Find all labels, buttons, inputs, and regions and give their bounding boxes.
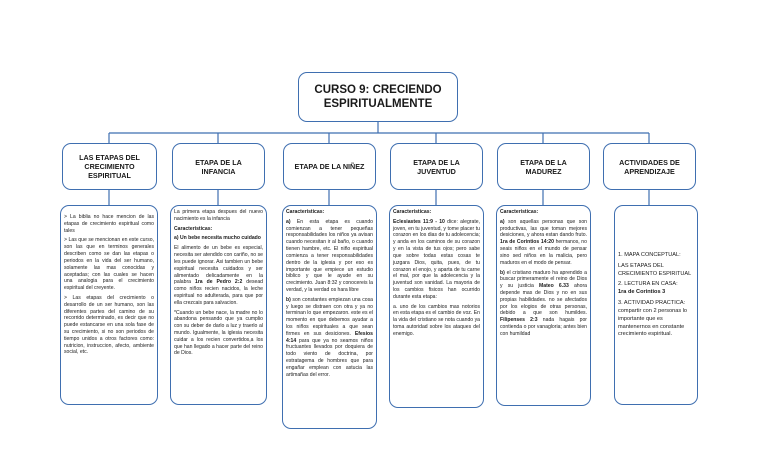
content-juventud [389,205,484,408]
scripture-reference: Eclesiastes 11:9 - 10 [393,218,445,225]
header-label: LAS ETAPAS DEL CRECIMIENTO ESPIRITUAL [79,153,140,180]
header-infancia [172,143,265,190]
characteristics-label: Caracteristicas: [286,209,325,215]
header-label: ACTIVIDADES DE APRENDIZAJE [619,157,680,176]
characteristics-label: Caracteristicas: [393,209,432,215]
header-ninez [283,143,376,190]
scripture-reference: Filipenses 2:3 [500,317,538,324]
content-infancia [170,205,267,405]
activity-item: LAS ETAPAS DEL CRECIMIENTO ESPIRITUAL [618,262,692,277]
content-actividades [614,205,698,405]
paragraph: b) el cristiano maduro ha aprendido a buscar primeramente el reino de Dios y su justicia Mateo 6.33 ahora depende mas de Dios y no en sus propias habilidades. no se afectados por los elogios de otras personas, debido a que son humildes. Filipenses 2:3 nada hagais por contienda o por vanagloria; antes bien con humildad [500,269,588,337]
paragraph: a. uno de los cambios mas notorios en esta etapa es el cambio de voz. En la vida del cristiano se nota cuando ya toma autoridad sobre los ataques del enemigo. [393,303,480,337]
paragraph: > La biblia no hace mencion de las etapas de crecimiento espiritual como tales [64,214,154,234]
point-a: a) Un bebe necesita mucho cuidado [174,235,261,242]
root-title-box [298,72,458,122]
paragraph: a) son aquellas personas que son productivas, las que toman mejores desiciones, y ahora estan dando fruto. 1ra de Corintios 14:20 hermanos, no seais niños en el mundo de pensar sino sed niños en la malicia, pero maduros en el modo de pensar. [500,218,588,266]
scripture-reference: Mateo 6.33 [539,283,569,290]
header-madurez [497,143,590,190]
paragraph: b) son constantes empiezan una cosa y luego se distraen con otra y ya no terminan lo que empezaron. este es el momento en que debemos ayudar a los niños espirituales a que sean firmes en sus desiciones. Efesios 4:14 para que ya no seamos niños fructuantes llevados por doquiera de todo viento de doctrina, por estratagema de hombres que para engañar emplean con astucia las artimañas del error. [286,296,374,378]
characteristics-label: Caracteristicas: [500,209,539,215]
header-label: ETAPA DE LA INFANCIA [195,157,242,176]
scripture-reference: Efesios 4:14 [286,330,373,344]
paragraph: *Cuando un bebe nace, la madre no lo abandona pensando que ya cumplio con su deber de darlo a luz y traerlo al mundo. Igualmente, la iglesia necesita cuidar a los recien convertidos,a los que han llegado a hacer parte del reino de Dios. [174,309,263,357]
content-ninez [282,205,377,429]
paragraph: Eclesiastes 11:9 - 10 dice: alegrate, joven, en tu juventud, y tome placer tu corazon en los dias de tu adolecencia; y anda en los caminos de su corazon y en la vista de tus ojos; pero sabe que sobre todas estas cosas te juzgara Dios, quita, pues, de tu corazon el enojo, y aparta de tu carne el mal, por que la adolecencia y la juventud son vanidad. La mayoria de los cambios fisicos han ocurrido durante esta etapa: [393,218,480,300]
activity-item: 3. ACTIVIDAD PRACTICA: compartir con 2 personas lo importante que es mantenernos en constante crecimiento espiritual. [618,300,688,338]
header-label: ETAPA DE LA JUVENTUD [413,157,460,176]
scripture-reference: 1ra de Pedro 2:2 [194,279,243,286]
characteristics-label: Caracteristicas: [174,225,213,232]
paragraph: El alimento de un bebe es especial, necesita ser atendido con cariño, no se les puede ignorar. Asi tambien un bebe espiritual necesita cuidados y ser alimentado delicadamente en la palabra 1ra de Pedro 2:2 desead como niños recien nacidos, la leche espiritual no adulterada, para que por ella crezcais para salvacion. [174,245,264,306]
intro-text: La primera etapa despues del nuevo nacimiento es la infancia [174,209,263,222]
paragraph: > Las etapas del crecimiento o desarrollo de un ser humano, son las diferentes partes del camino de su recorrido determinado, es decir que no puede estancarse en una sola fase de su crecimiento, si no son periodos de tiempo unidos a otros factores como: nutricion, instruccion, afecto, ambiente social, etc. [64,294,154,356]
paragraph: a) En esta etapa es cuando comienzan a tener pequeñas responsabilidades los niños ya avisan cuando necesitan ir al baño, o cuando tienen hambre, etc. El niño espiritual comienza a tener responsabilidades dentro de la iglesia y por eso es importante que empiece un estudio biblico y que le ayude en su crecimiento. Juan 8:32 y conocereis la verdad, y la verdad os hara libre [286,218,373,293]
paragraph: > Las que se mencionan en este curso, son las que en terminos generales describen como se dan las etapas o periodos en la vida del ser humano, solamente las mas conocidas y aceptadas; con las cuales se hacen una analogia para el crecimiento espiritual del creyente. [64,237,154,292]
header-juventud [390,143,483,190]
activity-item: 2. LECTURA EN CASA: 1ra de Corintios 3 [618,281,678,296]
activity-item: 1. MAPA CONCEPTUAL: [618,252,681,258]
header-label: ETAPA DE LA MADUREZ [520,157,567,176]
content-madurez [496,205,591,406]
scripture-reference: 1ra de Corintios 14:20 [500,239,554,246]
root-title: CURSO 9: CRECIENDO ESPIRITUALMENTE [314,83,442,110]
content-etapas-crecimiento [60,205,158,405]
header-etapas-crecimiento [62,143,157,190]
header-label: ETAPA DE LA NIÑEZ [294,162,365,171]
header-actividades [603,143,696,190]
